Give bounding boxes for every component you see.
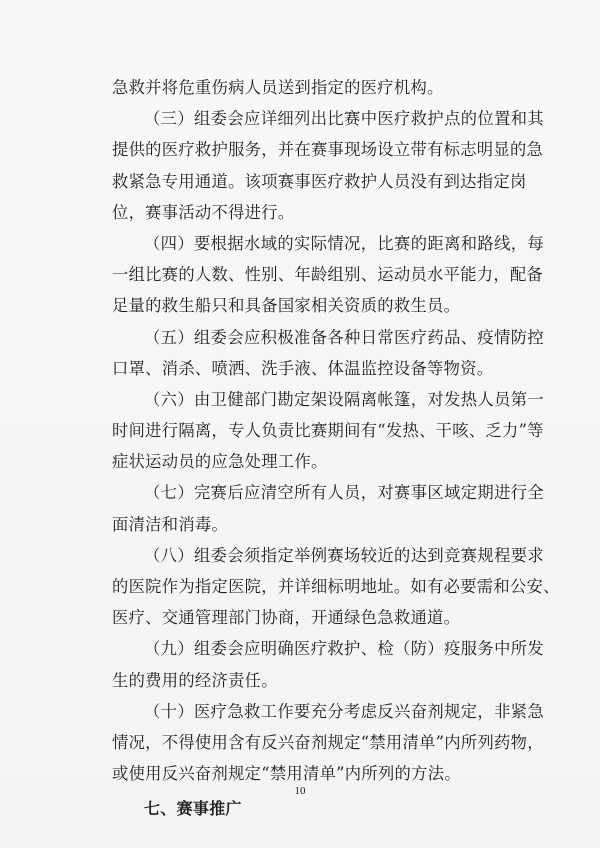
text-line: 面清洁和消毒。 bbox=[112, 514, 229, 534]
text-line: （九）组委会应明确医疗救护、检（防）疫服务中所发 bbox=[144, 639, 544, 659]
text-line: 足量的救生船只和具备国家相关资质的救生员。 bbox=[112, 296, 461, 316]
text-line: 情况，不得使用含有反兴奋剂规定“禁用清单”内所列药物， bbox=[112, 732, 544, 752]
text-line: 急救并将危重伤病人员送到指定的医疗机构。 bbox=[112, 78, 444, 97]
text-line: 一组比赛的人数、性别、年龄组别、运动员水平能力，配备 bbox=[112, 265, 544, 285]
text-line: 口罩、消杀、喷洒、洗手液、体温监控设备等物资。 bbox=[112, 358, 494, 378]
body-text bbox=[112, 72, 560, 825]
page-number: 10 bbox=[294, 785, 306, 797]
text-line: （十）医疗急救工作要充分考虑反兴奋剂规定，非紧急 bbox=[144, 701, 544, 721]
section-heading: 七、赛事推广 bbox=[144, 799, 242, 819]
text-line: 症状运动员的应急处理工作。 bbox=[112, 452, 328, 472]
text-line: （六）由卫健部门勘定架设隔离帐篷，对发热人员第一 bbox=[144, 389, 544, 409]
text-line: （七）完赛后应清空所有人员，对赛事区域定期进行全 bbox=[144, 483, 544, 503]
text-line: （四）要根据水域的实际情况，比赛的距离和路线，每 bbox=[144, 233, 544, 253]
text-line: 提供的医疗救护服务，并在赛事现场设立带有标志明显的急 bbox=[112, 140, 544, 160]
text-line: 或使用反兴奋剂规定“禁用清单”内所列的方法。 bbox=[112, 764, 461, 784]
text-line: （五）组委会应积极准备各种日常医疗药品、疫情防控 bbox=[144, 327, 544, 347]
text-line: 的医院作为指定医院，并详细标明地址。如有必要需和公安、 bbox=[112, 577, 560, 596]
text-line: 位，赛事活动不得进行。 bbox=[112, 202, 295, 222]
text-line: 医疗、交通管理部门协商，开通绿色急救通道。 bbox=[112, 608, 461, 628]
text-line: 生的费用的经济责任。 bbox=[112, 670, 278, 690]
text-line: （八）组委会须指定举例赛场较近的达到竞赛规程要求 bbox=[144, 545, 544, 565]
text-line: 救紧急专用通道。该项赛事医疗救护人员没有到达指定岗 bbox=[112, 171, 527, 191]
text-line: （三）组委会应详细列出比赛中医疗救护点的位置和其 bbox=[144, 109, 544, 129]
text-line: 时间进行隔离，专人负责比赛期间有“发热、干咳、乏力”等 bbox=[112, 421, 544, 441]
